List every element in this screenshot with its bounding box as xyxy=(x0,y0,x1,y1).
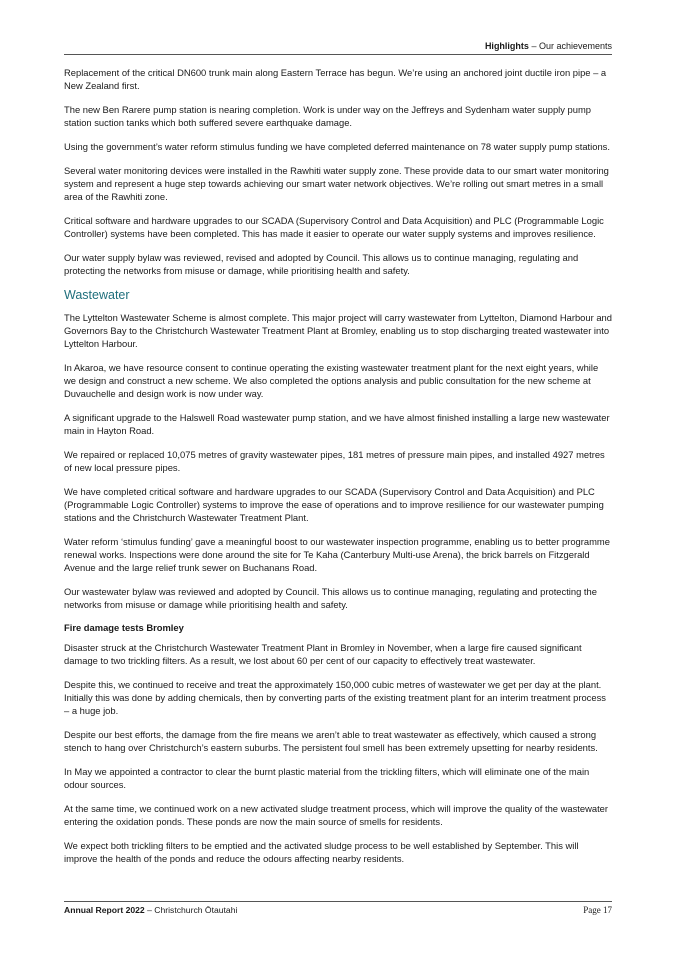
footer-separator: – xyxy=(144,905,155,915)
body-paragraph: Despite this, we continued to receive and treat the approximately 150,000 cubic metres of wastewater we get per day at the plant. Initially this was done by adding chemicals, then by converting parts of the existing treatment plant for an interim treatment process – a huge job. xyxy=(64,679,606,716)
page-number: Page 17 xyxy=(583,905,612,915)
header-subsection: Our achievements xyxy=(538,41,612,51)
header-divider xyxy=(64,54,612,55)
body-paragraph: Our wastewater bylaw was reviewed and adopted by Council. This allows us to continue managing, regulating and protecting the networks from misuse or damage while prioritising health and safety. xyxy=(64,586,597,610)
header-separator: – xyxy=(528,41,539,51)
body-paragraph: Critical software and hardware upgrades to our SCADA (Supervisory Control and Data Acquisition) and PLC (Programmable Logic Controller) systems have been completed. This has made it easier to operate our water supply systems and improves resilience. xyxy=(64,215,604,239)
body-paragraph: Using the government’s water reform stimulus funding we have completed deferred maintenance on 78 water supply pump stations. xyxy=(64,141,610,152)
body-paragraph: Water reform ‘stimulus funding’ gave a meaningful boost to our wastewater inspection programme, enabling us to better programme renewal works. Inspections were done around the site for Te Kaha (Canterbury Multi-use Arena), the brick barrels on Fitzgerald Avenue and the large relief trunk sewer on Buchanans Road. xyxy=(64,536,610,573)
body-paragraph: In May we appointed a contractor to clear the burnt plastic material from the trickling filters, which will eliminate one of the main odour sources. xyxy=(64,766,590,790)
footer-report-info xyxy=(64,905,237,915)
body-paragraph: The Lyttelton Wastewater Scheme is almost complete. This major project will carry wastewater from Lyttelton, Diamond Harbour and Governors Bay to the Christchurch Wastewater Treatment Plant at Bromley, enabling us to stop discharging treated wastewater into Lyttelton Harbour. xyxy=(64,312,612,349)
section-heading-wastewater: Wastewater xyxy=(64,288,130,302)
body-paragraph: Disaster struck at the Christchurch Wastewater Treatment Plant in Bromley in November, when a large fire caused significant damage to two trickling filters. As a result, we lost about 60 per cent of our capacity to effectively treat wastewater. xyxy=(64,642,582,666)
body-paragraph: In Akaroa, we have resource consent to continue operating the existing wastewater treatment plant for the next eight years, while we design and construct a new scheme. We also completed the options analysis and public consultation for the new scheme at Duvauchelle and design work is now under way. xyxy=(64,362,599,399)
running-header xyxy=(64,41,612,51)
page-body xyxy=(64,66,612,876)
footer-report-title: Annual Report 2022 xyxy=(64,905,145,915)
header-section: Highlights xyxy=(484,41,529,51)
footer-divider xyxy=(64,901,612,902)
body-paragraph: We repaired or replaced 10,075 metres of gravity wastewater pipes, 181 metres of pressure main pipes, and installed 4927 metres of new local pressure pipes. xyxy=(64,449,605,473)
body-paragraph: Several water monitoring devices were installed in the Rawhiti water supply zone. These provide data to our smart water monitoring system and represent a huge step towards achieving our smart water network objectives. We’re rolling out smart metres in a small area of the Rawhiti zone. xyxy=(64,165,609,202)
subheading-fire-damage: Fire damage tests Bromley xyxy=(64,622,184,633)
body-paragraph: We expect both trickling filters to be emptied and the activated sludge process to be well established by September. This will improve the health of the ponds and reduce the odours affecting nearby residents. xyxy=(64,840,579,864)
running-footer xyxy=(64,905,612,915)
footer-organisation: Christchurch Ōtautahi xyxy=(154,905,238,915)
body-paragraph: Despite our best efforts, the damage from the fire means we aren’t able to treat wastewater as effectively, which caused a strong stench to hang over Christchurch’s eastern suburbs. The persistent foul smell has been extremely upsetting for nearby residents. xyxy=(64,729,598,753)
body-paragraph: At the same time, we continued work on a new activated sludge treatment process, which will improve the quality of the wastewater entering the oxidation ponds. These ponds are now the main source of smells for residents. xyxy=(64,803,609,827)
body-paragraph: Our water supply bylaw was reviewed, revised and adopted by Council. This allows us to continue managing, regulating and protecting the networks from misuse or damage, while prioritising health and safety. xyxy=(64,252,579,276)
body-paragraph: Replacement of the critical DN600 trunk main along Eastern Terrace has begun. We’re using an anchored joint ductile iron pipe – a New Zealand first. xyxy=(64,67,607,91)
body-paragraph: The new Ben Rarere pump station is nearing completion. Work is under way on the Jeffreys and Sydenham water supply pump station suction tanks which both suffered severe earthquake damage. xyxy=(64,104,592,128)
body-paragraph: We have completed critical software and hardware upgrades to our SCADA (Supervisory Control and Data Acquisition) and PLC (Programmable Logic Controller) systems to improve the ease of operations and to improve resilience for our wastewater pumping stations and the Christchurch Wastewater Treatment Plant. xyxy=(64,486,604,523)
body-paragraph: A significant upgrade to the Halswell Road wastewater pump station, and we have almost finished installing a large new wastewater main in Hayton Road. xyxy=(64,412,610,436)
